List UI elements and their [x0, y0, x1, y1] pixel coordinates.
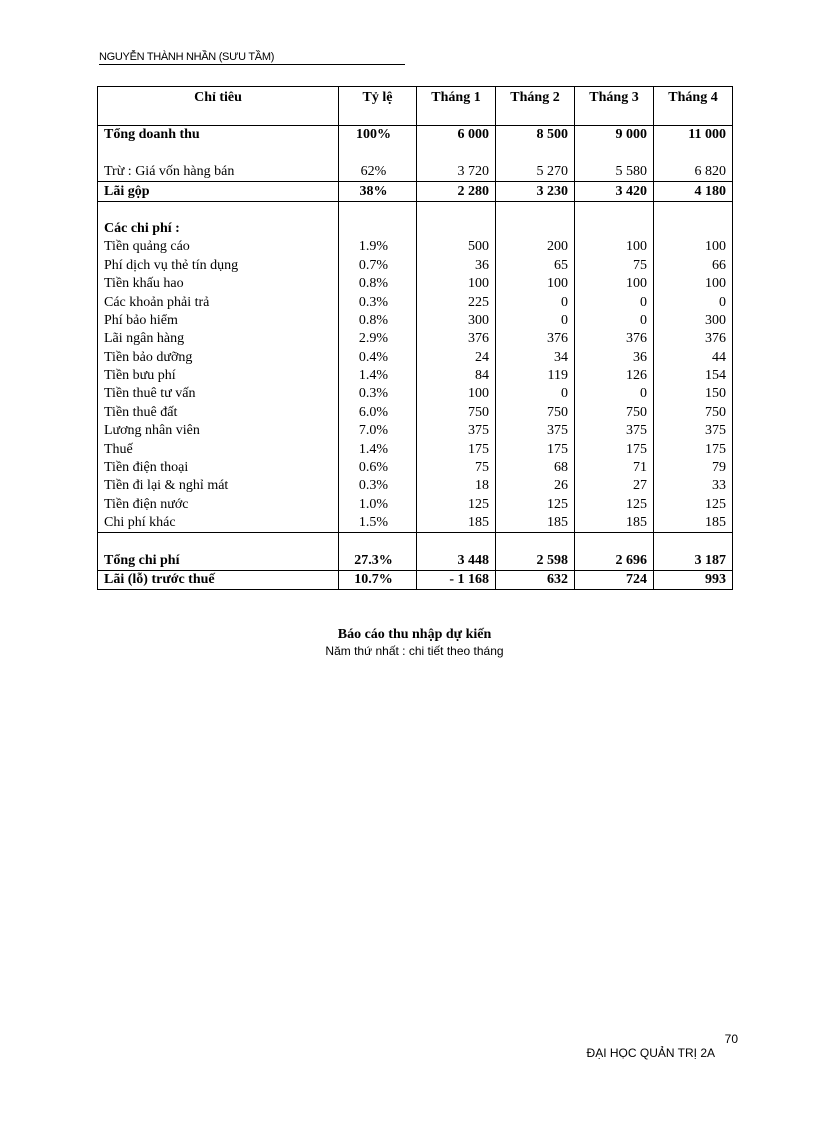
expense-row — [98, 459, 733, 477]
value-cell: 0 — [575, 312, 654, 330]
empty-cell — [339, 533, 417, 552]
ratio-cell: 0.6% — [339, 459, 417, 477]
expenses-heading-row — [98, 220, 733, 238]
value-cell: 750 — [496, 403, 575, 421]
value-cell: 125 — [575, 495, 654, 513]
value-cell: 9 000 — [575, 126, 654, 145]
value-cell: 6 000 — [417, 126, 496, 145]
value-cell: 185 — [575, 514, 654, 533]
value-cell: 100 — [417, 275, 496, 293]
value-cell: 632 — [496, 570, 575, 589]
value-cell: 27 — [575, 477, 654, 495]
value-cell: - 1 168 — [417, 570, 496, 589]
empty-cell — [654, 144, 733, 162]
empty-cell — [575, 201, 654, 220]
value-cell: 185 — [496, 514, 575, 533]
column-header: Tháng 1 — [417, 87, 496, 126]
expenses-heading: Các chi phí : — [98, 220, 339, 238]
row-label: Tiền thuê tư vấn — [98, 385, 339, 403]
caption-subtitle: Năm thứ nhất : chi tiết theo tháng — [325, 644, 504, 658]
expense-row — [98, 312, 733, 330]
value-cell: 154 — [654, 367, 733, 385]
value-cell: 65 — [496, 256, 575, 274]
ratio-cell: 0.3% — [339, 293, 417, 311]
expense-row — [98, 293, 733, 311]
expense-row — [98, 367, 733, 385]
empty-cell — [417, 533, 496, 552]
ratio-cell: 0.8% — [339, 275, 417, 293]
value-cell: 26 — [496, 477, 575, 495]
caption-title: Báo cáo thu nhập dự kiến — [337, 627, 492, 642]
value-cell: 376 — [575, 330, 654, 348]
ratio-cell: 1.4% — [339, 367, 417, 385]
value-cell: 300 — [417, 312, 496, 330]
value-cell: 100 — [654, 238, 733, 256]
gross-profit-row — [98, 182, 733, 201]
value-cell: 2 280 — [417, 182, 496, 201]
row-label: Tiền bảo dưỡng — [98, 348, 339, 366]
value-cell: 34 — [496, 348, 575, 366]
ratio-cell: 0.8% — [339, 312, 417, 330]
empty-cell — [575, 220, 654, 238]
expense-row — [98, 275, 733, 293]
empty-cell — [339, 220, 417, 238]
value-cell: 175 — [417, 440, 496, 458]
value-cell: 0 — [496, 312, 575, 330]
value-cell: 993 — [654, 570, 733, 589]
value-cell: 175 — [496, 440, 575, 458]
value-cell: 8 500 — [496, 126, 575, 145]
value-cell: 0 — [496, 385, 575, 403]
value-cell: 125 — [417, 495, 496, 513]
value-cell: 4 180 — [654, 182, 733, 201]
table-caption — [97, 627, 732, 659]
empty-cell — [575, 533, 654, 552]
value-cell: 185 — [417, 514, 496, 533]
column-header: Tháng 3 — [575, 87, 654, 126]
value-cell: 75 — [575, 256, 654, 274]
value-cell: 5 580 — [575, 163, 654, 182]
row-label: Tiền quảng cáo — [98, 238, 339, 256]
value-cell: 24 — [417, 348, 496, 366]
expense-row — [98, 330, 733, 348]
value-cell: 375 — [654, 422, 733, 440]
income-table — [97, 86, 733, 590]
value-cell: 6 820 — [654, 163, 733, 182]
expense-row — [98, 514, 733, 533]
value-cell: 36 — [575, 348, 654, 366]
row-label: Tổng doanh thu — [98, 126, 339, 145]
ratio-cell: 10.7% — [339, 570, 417, 589]
value-cell: 33 — [654, 477, 733, 495]
empty-cell — [98, 144, 339, 162]
empty-cell — [496, 533, 575, 552]
value-cell: 100 — [496, 275, 575, 293]
row-label: Tiền thuê đất — [98, 403, 339, 421]
value-cell: 5 270 — [496, 163, 575, 182]
ratio-cell: 1.4% — [339, 440, 417, 458]
value-cell: 125 — [654, 495, 733, 513]
ratio-cell: 0.3% — [339, 385, 417, 403]
empty-cell — [98, 533, 339, 552]
value-cell: 376 — [496, 330, 575, 348]
empty-cell — [496, 220, 575, 238]
row-label: Lãi (lỗ) trước thuế — [98, 570, 339, 589]
expense-row — [98, 256, 733, 274]
value-cell: 376 — [417, 330, 496, 348]
row-label: Tổng chi phí — [98, 551, 339, 570]
value-cell: 100 — [575, 275, 654, 293]
value-cell: 100 — [575, 238, 654, 256]
empty-cell — [417, 201, 496, 220]
ratio-cell: 38% — [339, 182, 417, 201]
value-cell: 375 — [417, 422, 496, 440]
row-label: Tiền bưu phí — [98, 367, 339, 385]
ratio-cell: 7.0% — [339, 422, 417, 440]
value-cell: 66 — [654, 256, 733, 274]
value-cell: 375 — [575, 422, 654, 440]
value-cell: 71 — [575, 459, 654, 477]
expense-row — [98, 403, 733, 421]
value-cell: 126 — [575, 367, 654, 385]
column-header: Tháng 4 — [654, 87, 733, 126]
value-cell: 100 — [654, 275, 733, 293]
value-cell: 375 — [496, 422, 575, 440]
row-label: Chi phí khác — [98, 514, 339, 533]
column-header: Tỷ lệ — [339, 87, 417, 126]
page-number: 70 — [724, 1032, 738, 1046]
value-cell: 750 — [417, 403, 496, 421]
ratio-cell: 0.7% — [339, 256, 417, 274]
row-label: Tiền khấu hao — [98, 275, 339, 293]
value-cell: 18 — [417, 477, 496, 495]
column-header: Tháng 2 — [496, 87, 575, 126]
empty-cell — [496, 201, 575, 220]
value-cell: 3 720 — [417, 163, 496, 182]
expense-row — [98, 422, 733, 440]
value-cell: 75 — [417, 459, 496, 477]
value-cell: 750 — [654, 403, 733, 421]
row-label: Lãi ngân hàng — [98, 330, 339, 348]
value-cell: 119 — [496, 367, 575, 385]
spacer-row — [98, 533, 733, 552]
row-label: Tiền điện thoại — [98, 459, 339, 477]
expense-row — [98, 440, 733, 458]
value-cell: 376 — [654, 330, 733, 348]
footer-class-name: ĐẠI HỌC QUẢN TRỊ 2A — [586, 1046, 715, 1060]
value-cell: 724 — [575, 570, 654, 589]
empty-cell — [496, 144, 575, 162]
value-cell: 36 — [417, 256, 496, 274]
value-cell: 3 230 — [496, 182, 575, 201]
value-cell: 100 — [417, 385, 496, 403]
expense-row — [98, 477, 733, 495]
empty-cell — [339, 201, 417, 220]
row-label: Phí bảo hiểm — [98, 312, 339, 330]
pretax-profit-row — [98, 570, 733, 589]
expense-row — [98, 385, 733, 403]
value-cell: 2 696 — [575, 551, 654, 570]
value-cell: 500 — [417, 238, 496, 256]
ratio-cell: 100% — [339, 126, 417, 145]
row-label: Tiền đi lại & nghỉ mát — [98, 477, 339, 495]
value-cell: 225 — [417, 293, 496, 311]
value-cell: 0 — [575, 385, 654, 403]
value-cell: 0 — [654, 293, 733, 311]
spacer-row — [98, 144, 733, 162]
value-cell: 2 598 — [496, 551, 575, 570]
expense-row — [98, 238, 733, 256]
value-cell: 175 — [575, 440, 654, 458]
empty-cell — [339, 144, 417, 162]
empty-cell — [417, 144, 496, 162]
value-cell: 200 — [496, 238, 575, 256]
row-label: Phí dịch vụ thẻ tín dụng — [98, 256, 339, 274]
value-cell: 3 187 — [654, 551, 733, 570]
value-cell: 3 420 — [575, 182, 654, 201]
ratio-cell: 62% — [339, 163, 417, 182]
value-cell: 150 — [654, 385, 733, 403]
empty-cell — [98, 201, 339, 220]
value-cell: 68 — [496, 459, 575, 477]
empty-cell — [417, 220, 496, 238]
row-label: Thuế — [98, 440, 339, 458]
value-cell: 750 — [575, 403, 654, 421]
value-cell: 125 — [496, 495, 575, 513]
row-label: Trừ : Giá vốn hàng bán — [98, 163, 339, 182]
value-cell: 185 — [654, 514, 733, 533]
revenue-row — [98, 126, 733, 145]
value-cell: 175 — [654, 440, 733, 458]
value-cell: 0 — [496, 293, 575, 311]
total-expenses-row — [98, 551, 733, 570]
value-cell: 79 — [654, 459, 733, 477]
ratio-cell: 0.4% — [339, 348, 417, 366]
row-label: Tiền điện nước — [98, 495, 339, 513]
ratio-cell: 1.5% — [339, 514, 417, 533]
value-cell: 3 448 — [417, 551, 496, 570]
row-label: Lãi gộp — [98, 182, 339, 201]
empty-cell — [654, 220, 733, 238]
cogs-row — [98, 163, 733, 182]
value-cell: 300 — [654, 312, 733, 330]
row-label: Lương nhân viên — [98, 422, 339, 440]
value-cell: 0 — [575, 293, 654, 311]
column-header: Chỉ tiêu — [98, 87, 339, 126]
author-header: NGUYỄN THÀNH NHẦN (SƯU TẦM) — [99, 51, 405, 65]
spacer-row — [98, 201, 733, 220]
ratio-cell: 1.0% — [339, 495, 417, 513]
value-cell: 44 — [654, 348, 733, 366]
value-cell: 11 000 — [654, 126, 733, 145]
ratio-cell: 6.0% — [339, 403, 417, 421]
ratio-cell: 1.9% — [339, 238, 417, 256]
expense-row — [98, 495, 733, 513]
ratio-cell: 27.3% — [339, 551, 417, 570]
header-row — [98, 87, 733, 126]
empty-cell — [654, 533, 733, 552]
ratio-cell: 0.3% — [339, 477, 417, 495]
value-cell: 84 — [417, 367, 496, 385]
ratio-cell: 2.9% — [339, 330, 417, 348]
row-label: Các khoản phải trả — [98, 293, 339, 311]
expense-row — [98, 348, 733, 366]
empty-cell — [654, 201, 733, 220]
empty-cell — [575, 144, 654, 162]
